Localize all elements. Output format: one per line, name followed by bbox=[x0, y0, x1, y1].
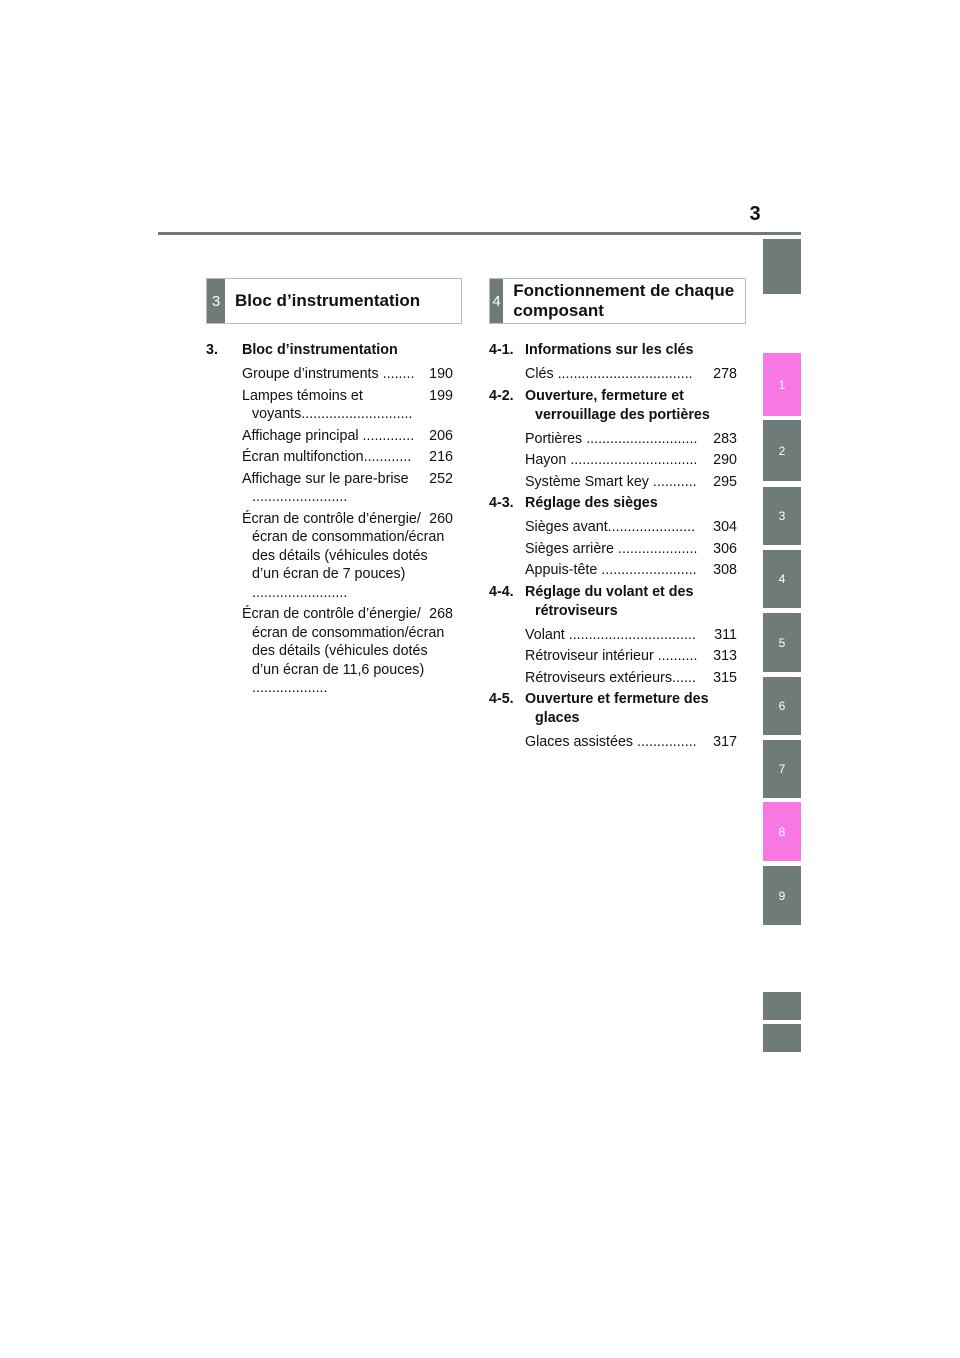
toc-group-number: 4-5. bbox=[489, 691, 514, 707]
sidebar-tab-9[interactable] bbox=[763, 866, 801, 925]
toc-group-title: Informations sur les clés bbox=[525, 342, 694, 358]
toc-entry-leader: ............. bbox=[358, 427, 415, 444]
toc-entry-leader: ................................ bbox=[564, 626, 696, 643]
toc-group-heading[interactable] bbox=[489, 494, 737, 515]
toc-entry-label: Rétroviseurs extérieurs bbox=[525, 669, 672, 686]
toc-entry[interactable] bbox=[525, 669, 737, 688]
toc-entry-label: Rétroviseur intérieur bbox=[525, 648, 654, 664]
toc-entry[interactable] bbox=[242, 365, 453, 384]
toc-entry-page: 190 bbox=[429, 366, 453, 382]
toc-group-title: Réglage du volant et des rétroviseurs bbox=[525, 583, 694, 619]
section-number: 4 bbox=[490, 279, 503, 323]
toc-entry-page: 216 bbox=[429, 449, 453, 465]
toc-entry-leader: ........ bbox=[378, 366, 415, 382]
toc-entry-label: Écran de contrôle d’énergie/écran de consommation/écran des détails (véhicules dotés d’un écran de 11,6 pouces) bbox=[242, 606, 445, 678]
page-number: 3 bbox=[749, 203, 761, 225]
sidebar-tab-6[interactable] bbox=[763, 677, 801, 735]
sidebar-tab-8[interactable] bbox=[763, 802, 801, 861]
toc-entry-label: Lampes témoins et voyants bbox=[242, 387, 363, 422]
tab-label: 4 bbox=[778, 572, 786, 586]
toc-entry[interactable] bbox=[525, 473, 737, 492]
toc-group bbox=[489, 583, 737, 688]
tab-label: 5 bbox=[778, 635, 786, 650]
toc-entry[interactable] bbox=[242, 470, 453, 507]
sidebar-tab-blank[interactable] bbox=[763, 992, 801, 1020]
toc-entry-leader: ........................ bbox=[597, 562, 697, 578]
toc-entry-leader: ...................... bbox=[607, 519, 696, 535]
section-title: Fonctionnement de chaque composant bbox=[513, 281, 735, 320]
toc-entry-label: Hayon bbox=[525, 452, 567, 468]
sidebar-tab-1[interactable] bbox=[763, 353, 801, 416]
toc-entry[interactable] bbox=[242, 387, 453, 424]
toc-group bbox=[206, 341, 453, 698]
toc-entry-label: Clés bbox=[525, 366, 554, 382]
sidebar-tab-blank[interactable] bbox=[763, 1024, 801, 1052]
toc-group-number: 4-3. bbox=[489, 495, 514, 511]
sidebar-tab-2[interactable] bbox=[763, 420, 801, 481]
toc-group-title: Réglage des sièges bbox=[525, 495, 658, 511]
toc-group-title: Ouverture, fermeture et verrouillage des portières bbox=[525, 387, 710, 423]
sidebar-tab-4[interactable] bbox=[763, 550, 801, 608]
tab-label: 2 bbox=[778, 443, 786, 458]
section-header-3 bbox=[206, 278, 462, 324]
toc-entry-leader: ............ bbox=[363, 449, 412, 465]
toc-entry[interactable] bbox=[242, 448, 453, 467]
section-number: 3 bbox=[207, 279, 225, 323]
section-title: Bloc d’instrumentation bbox=[235, 291, 421, 310]
toc-entry-leader: ............... bbox=[633, 734, 697, 750]
sidebar-tab-blank[interactable] bbox=[763, 239, 801, 294]
toc-entry-label: Écran de contrôle d’énergie/écran de consommation/écran des détails (véhicules dotés d’un écran de 7 pouces) bbox=[242, 510, 445, 582]
toc-entry-label: Écran multifonction bbox=[242, 449, 364, 465]
sidebar-tab-3[interactable] bbox=[763, 487, 801, 545]
toc-entry-label: Affichage sur le pare-brise bbox=[242, 470, 409, 487]
toc-group-heading[interactable] bbox=[489, 583, 737, 623]
toc-group-number: 4-1. bbox=[489, 342, 514, 358]
toc-entry[interactable] bbox=[525, 626, 737, 645]
toc-entry-page: 313 bbox=[713, 648, 737, 664]
toc-entry-leader: ................................ bbox=[566, 452, 698, 468]
tab-label: 8 bbox=[778, 824, 786, 839]
toc-entry-label: Appuis-tête bbox=[525, 562, 598, 578]
toc-group-number: 4-2. bbox=[489, 387, 514, 404]
toc-entry-leader: ............................ bbox=[582, 430, 698, 447]
toc-entry-page: 295 bbox=[713, 473, 737, 490]
toc-entry-page: 206 bbox=[429, 427, 453, 444]
toc-entry-leader: ........................ bbox=[252, 584, 348, 601]
toc-entry-label: Portières bbox=[525, 430, 583, 447]
toc-entry-label: Sièges avant bbox=[525, 519, 608, 535]
toc-entry[interactable] bbox=[525, 365, 737, 384]
header-rule bbox=[158, 232, 801, 235]
tab-label: 3 bbox=[778, 509, 786, 523]
toc-entry[interactable] bbox=[242, 605, 453, 698]
toc-entry-label: Affichage principal bbox=[242, 427, 359, 444]
toc-entry-leader: ...... bbox=[672, 669, 696, 686]
toc-group bbox=[489, 387, 737, 492]
toc-entry[interactable] bbox=[242, 510, 453, 603]
toc-group-heading[interactable] bbox=[206, 341, 453, 362]
toc-entry-label: Sièges arrière bbox=[525, 540, 614, 557]
toc-entry-page: 278 bbox=[713, 366, 737, 382]
toc-entry[interactable] bbox=[525, 518, 737, 537]
toc-entry-leader: .................................. bbox=[553, 366, 693, 382]
toc-entry-page: 304 bbox=[713, 519, 737, 535]
tab-label: 9 bbox=[778, 888, 786, 903]
toc-entry-label: Glaces assistées bbox=[525, 734, 634, 750]
toc-entry-page: 260 bbox=[429, 510, 453, 527]
toc-group bbox=[489, 341, 737, 384]
toc-entry-page: 311 bbox=[714, 626, 737, 643]
toc-group-title: Bloc d’instrumentation bbox=[242, 342, 398, 358]
toc-group-number: 4-4. bbox=[489, 583, 514, 600]
toc-column-left bbox=[206, 341, 453, 701]
sidebar-tab-5[interactable] bbox=[763, 613, 801, 672]
toc-entry-page: 252 bbox=[429, 470, 453, 487]
tab-label: 6 bbox=[778, 699, 786, 713]
sidebar-tab-7[interactable] bbox=[763, 740, 801, 798]
toc-entry-page: 315 bbox=[713, 669, 737, 686]
toc-entry-leader: ........................ bbox=[252, 489, 348, 505]
toc-group-heading[interactable] bbox=[489, 387, 737, 427]
toc-entry-leader: ............................ bbox=[301, 406, 413, 422]
toc-entry-page: 268 bbox=[429, 606, 453, 622]
toc-entry[interactable] bbox=[525, 561, 737, 580]
toc-entry-page: 317 bbox=[713, 734, 737, 750]
toc-entry[interactable] bbox=[242, 427, 453, 446]
toc-group-heading[interactable] bbox=[489, 341, 737, 362]
toc-entry-page: 199 bbox=[429, 387, 453, 404]
toc-entry[interactable] bbox=[525, 430, 737, 449]
toc-group-title: Ouverture et fermeture des glaces bbox=[525, 691, 709, 726]
toc-entry-label: Volant bbox=[525, 626, 565, 643]
toc-entry-page: 308 bbox=[713, 562, 737, 578]
toc-entry[interactable] bbox=[525, 733, 737, 752]
toc-entry-label: Système Smart key bbox=[525, 473, 649, 490]
tab-label: 7 bbox=[778, 762, 786, 776]
toc-group bbox=[489, 690, 737, 752]
toc-group-heading[interactable] bbox=[489, 690, 737, 730]
toc-column-right bbox=[489, 341, 737, 755]
section-header-4 bbox=[489, 278, 746, 324]
toc-entry[interactable] bbox=[525, 647, 737, 666]
toc-entry[interactable] bbox=[525, 451, 737, 470]
toc-group-number: 3. bbox=[206, 342, 218, 358]
toc-entry-label: Groupe d’instruments bbox=[242, 366, 379, 382]
toc-entry[interactable] bbox=[525, 540, 737, 559]
toc-group bbox=[489, 494, 737, 580]
toc-entry-page: 306 bbox=[713, 540, 737, 557]
toc-entry-leader: .................... bbox=[614, 540, 698, 557]
toc-entry-leader: .......... bbox=[653, 648, 698, 664]
toc-entry-leader: ................... bbox=[252, 680, 328, 696]
toc-entry-leader: ........... bbox=[648, 473, 697, 490]
tab-label: 1 bbox=[778, 377, 786, 392]
toc-entry-page: 290 bbox=[713, 452, 737, 468]
toc-entry-page: 283 bbox=[713, 430, 737, 447]
